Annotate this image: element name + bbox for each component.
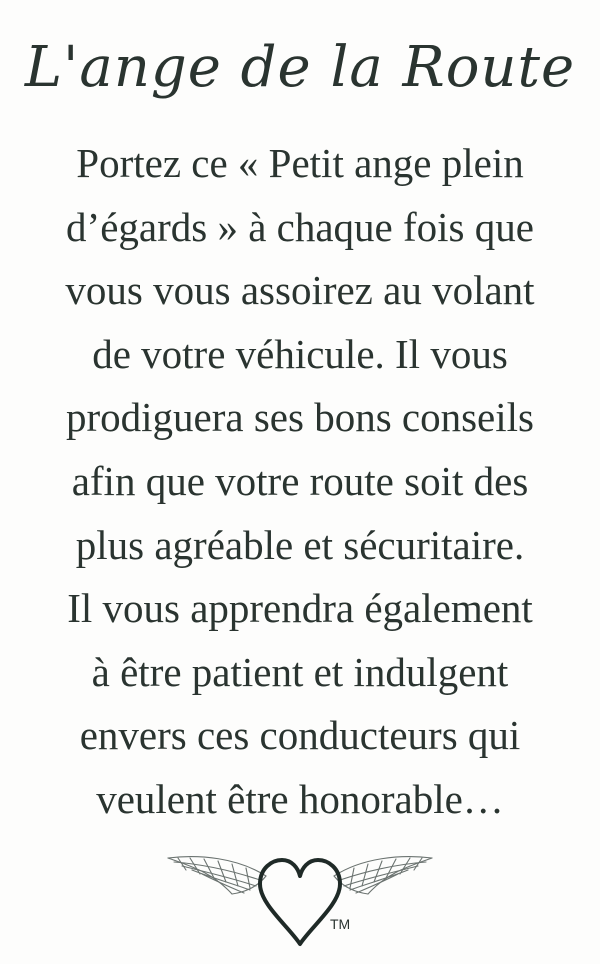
card-title: L'ange de la Route bbox=[24, 35, 576, 100]
text-line: vous vous assoirez au volant bbox=[65, 267, 535, 314]
text-line: prodiguera ses bons conseils bbox=[66, 394, 534, 441]
left-wing-icon bbox=[168, 857, 266, 894]
right-wing-icon bbox=[334, 857, 432, 894]
text-line: Portez ce « Petit ange plein bbox=[76, 140, 524, 186]
heart-icon bbox=[260, 860, 340, 944]
text-line: Il vous apprendra également bbox=[67, 585, 533, 632]
text-line: d’égards » à chaque fois que bbox=[66, 203, 534, 250]
text-line: veulent être honorable… bbox=[96, 775, 504, 822]
text-line: plus agréable et sécuritaire. bbox=[75, 521, 525, 568]
card-body-text bbox=[0, 132, 600, 832]
trademark-mark: TM bbox=[330, 916, 351, 932]
text-line: de votre véhicule. Il vous bbox=[92, 330, 508, 377]
text-line: à être patient et indulgent bbox=[91, 648, 509, 695]
winged-heart-icon bbox=[160, 846, 440, 954]
text-line: afin que votre route soit des bbox=[71, 457, 529, 504]
text-line: envers ces conducteurs qui bbox=[79, 712, 521, 759]
